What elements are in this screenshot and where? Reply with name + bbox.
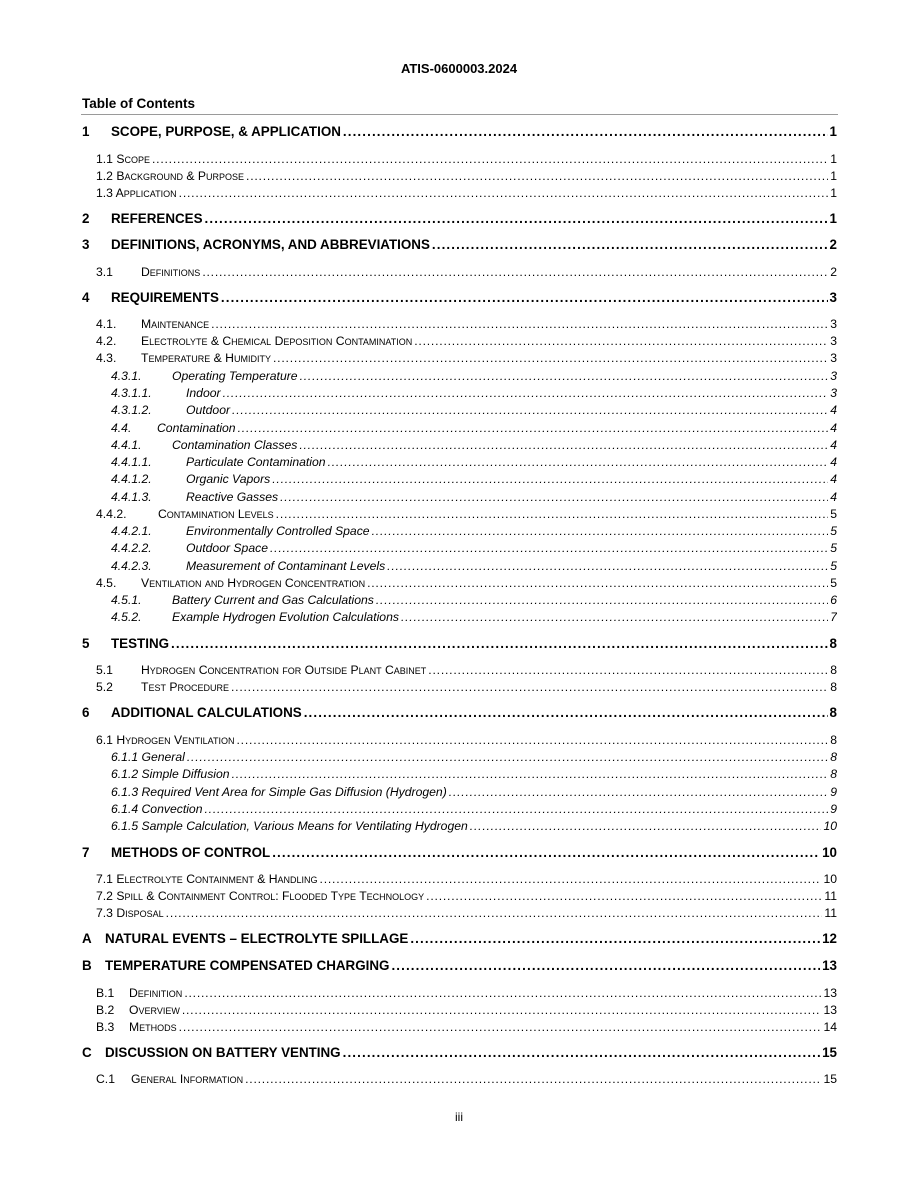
toc-entry-page: 3 [830,317,837,331]
toc-entry-title: 1.3 Application [96,186,177,200]
toc-entry-number: 4.4.1.2. [111,472,152,486]
toc-entry-number: 4.4.2. [96,507,127,521]
toc-entry[interactable] [111,368,837,384]
dot-leader [237,732,829,748]
toc-entry-title: Maintenance [141,317,210,331]
toc-entry-page: 4 [830,438,837,452]
toc-entry-page: 8 [830,750,837,764]
toc-entry[interactable] [111,420,837,436]
toc-entry-title: Battery Current and Gas Calculations [172,593,374,607]
toc-entry-title: NATURAL EVENTS – ELECTROLYTE SPILLAGE [105,931,409,946]
dot-leader [221,290,828,306]
toc-entry-title: DISCUSSION ON BATTERY VENTING [105,1045,341,1060]
toc-entry[interactable] [96,316,837,332]
toc-entry[interactable] [96,1019,837,1035]
toc-entry-title: Measurement of Contaminant Levels [186,559,386,573]
dot-leader [428,662,828,678]
toc-entry-page: 1 [830,186,837,200]
toc-entry[interactable] [82,211,837,227]
toc-entry[interactable] [96,333,837,349]
toc-entry[interactable] [96,662,837,678]
dot-leader [232,402,828,418]
dot-leader [470,818,822,834]
toc-entry-page: 8 [829,705,837,720]
toc-entry-number: 4.5.1. [111,593,142,607]
toc-entry-page: 3 [830,369,837,383]
toc-entry-page: 10 [823,872,837,886]
toc-entry[interactable] [111,471,837,487]
toc-entry-title: Methods [129,1020,177,1034]
toc-entry-page: 1 [830,152,837,166]
toc-entry-title: Hydrogen Concentration for Outside Plant Cabinet [141,663,427,677]
dot-leader [272,471,828,487]
toc-entry[interactable] [82,958,837,974]
dot-leader [245,1071,821,1087]
toc-entry-number: 5.2 [96,680,113,694]
toc-entry-title: Indoor [186,386,221,400]
dot-leader [387,558,828,574]
toc-entry-number: 4.3.1. [111,369,142,383]
toc-entry[interactable] [111,385,837,401]
toc-entry-title: SCOPE, PURPOSE, & APPLICATION [111,124,341,139]
dot-leader [179,185,829,201]
dot-leader [343,1045,820,1061]
toc-entry-page: 5 [830,524,837,538]
toc-entry-title: Outdoor [186,403,231,417]
dot-leader [182,1002,822,1018]
dot-leader [171,636,828,652]
toc-entry-number: 3 [82,237,90,252]
dot-leader [320,871,822,887]
toc-entry[interactable] [96,575,837,591]
toc-entry-page: 13 [823,986,837,1000]
toc-entry[interactable] [111,592,837,608]
toc-entry-title: 7.3 Disposal [96,906,164,920]
dot-leader [304,705,828,721]
toc-entry[interactable] [111,766,837,782]
toc-entry-number: 7 [82,845,90,860]
toc-entry-page: 3 [830,386,837,400]
toc-entry-page: 5 [830,507,837,521]
dot-leader [166,905,823,921]
toc-entry-title: DEFINITIONS, ACRONYMS, AND ABBREVIATIONS [111,237,430,252]
toc-entry-page: 3 [830,334,837,348]
dot-leader [391,958,820,974]
dot-leader [426,888,822,904]
toc-entry[interactable] [111,402,837,418]
toc-entry-title: 6.1.1 General [111,750,185,764]
toc-entry-page: 1 [830,169,837,183]
toc-entry[interactable] [96,506,837,522]
dot-leader [328,454,829,470]
toc-entry[interactable] [96,185,837,201]
toc-entry-number: B.1 [96,986,115,1000]
toc-entry-page: 15 [823,1072,837,1086]
toc-entry-number: 4.3.1.1. [111,386,152,400]
document-id-header: ATIS-0600003.2024 [400,61,518,76]
toc-entry-page: 1 [829,124,837,139]
toc-entry[interactable] [111,818,837,834]
toc-entry-page: 8 [830,663,837,677]
toc-entry-title: Overview [129,1003,180,1017]
toc-entry-title: Operating Temperature [172,369,298,383]
toc-entry-title: 7.2 Spill & Containment Control: Flooded Type Technology [96,889,425,903]
toc-entry[interactable] [111,540,837,556]
dot-leader [232,766,829,782]
toc-entry[interactable] [96,168,837,184]
toc-entry-page: 5 [830,541,837,555]
toc-entry-title: Reactive Gasses [186,490,279,504]
toc-entry-title: 6.1.5 Sample Calculation, Various Means for Ventilating Hydrogen [111,819,468,833]
toc-entry[interactable] [82,237,837,253]
dot-leader [223,385,829,401]
toc-entry-title: 6.1.4 Convection [111,802,203,816]
toc-entry-number: B.3 [96,1020,115,1034]
toc-entry-title: Environmentally Controlled Space [186,524,370,538]
dot-leader [276,506,829,522]
toc-entry[interactable] [111,437,837,453]
toc-entry-title: Definition [129,986,183,1000]
toc-entry-title: Organic Vapors [186,472,271,486]
toc-entry-page: 8 [829,636,837,651]
toc-entry-page: 9 [830,785,837,799]
dot-leader [432,237,828,253]
dot-leader [449,784,828,800]
dot-leader [179,1019,822,1035]
toc-entry[interactable] [82,1045,837,1061]
toc-entry-page: 6 [830,593,837,607]
toc-entry-page: 5 [830,559,837,573]
toc-entry-page: 4 [830,490,837,504]
toc-entry-number: 4.4.2.3. [111,559,152,573]
toc-entry-number: 4.3.1.2. [111,403,152,417]
toc-entry-number: 4.4.1. [111,438,142,452]
toc-entry-title: Test Procedure [141,680,229,694]
toc-entry[interactable] [96,151,837,167]
toc-entry-number: 5 [82,636,90,651]
toc-entry-number: 1 [82,124,90,139]
toc-entry[interactable] [111,454,837,470]
dot-leader [202,264,828,280]
toc-entry[interactable] [111,801,837,817]
toc-entry-title: 6.1.2 Simple Diffusion [111,767,230,781]
toc-entry[interactable] [96,905,837,921]
toc-entry-page: 10 [823,819,837,833]
toc-entry-title: Electrolyte & Chemical Deposition Contamination [141,334,413,348]
toc-entry-title: Contamination Levels [158,507,274,521]
toc-entry-title: Ventilation and Hydrogen Concentration [141,576,366,590]
toc-entry-page: 4 [830,455,837,469]
toc-entry[interactable] [82,845,837,861]
toc-entry-page: 14 [823,1020,837,1034]
toc-entry-page: 2 [830,265,837,279]
toc-entry[interactable] [82,290,837,306]
dot-leader [299,437,828,453]
toc-entry-title: Contamination [157,421,236,435]
toc-entry[interactable] [96,350,837,366]
toc-entry-title: 6.1.3 Required Vent Area for Simple Gas Diffusion (Hydrogen) [111,785,447,799]
dot-leader [410,931,820,947]
toc-entry-page: 11 [824,906,837,920]
toc-entry-page: 8 [830,680,837,694]
toc-entry-page: 5 [830,576,837,590]
toc-entry-title: 7.1 Electrolyte Containment & Handling [96,872,318,886]
toc-entry-number: 4.1. [96,317,117,331]
toc-entry-title: TEMPERATURE COMPENSATED CHARGING [105,958,390,973]
dot-leader [300,368,829,384]
toc-entry-page: 8 [830,767,837,781]
toc-entry[interactable] [82,636,837,652]
toc-entry-title: Example Hydrogen Evolution Calculations [172,610,399,624]
toc-entry[interactable] [111,784,837,800]
toc-entry[interactable] [111,489,837,505]
toc-entry-number: 4.4.1.3. [111,490,152,504]
toc-entry-number: C.1 [96,1072,115,1086]
dot-leader [273,350,828,366]
toc-entry-title: Contamination Classes [172,438,298,452]
toc-entry[interactable] [111,749,837,765]
toc-entry[interactable] [96,985,837,1001]
toc-entry-number: B.2 [96,1003,115,1017]
toc-entry-page: 7 [830,610,837,624]
toc-entry-number: 4.4. [111,421,132,435]
toc-entry-number: 4 [82,290,90,305]
dot-leader [343,124,828,140]
toc-entry-title: REFERENCES [111,211,203,226]
toc-entry-number: 4.4.2.1. [111,524,152,538]
toc-entry-number: B [82,958,92,973]
toc-entry[interactable] [96,871,837,887]
dot-leader [187,749,828,765]
dot-leader [246,168,828,184]
dot-leader [204,801,828,817]
dot-leader [372,523,829,539]
toc-entry-title: TESTING [111,636,170,651]
dot-leader [270,540,828,556]
toc-entry-title: Outdoor Space [186,541,268,555]
page-number: iii [455,1110,463,1124]
toc-entry-title: METHODS OF CONTROL [111,845,271,860]
toc-entry-title: 6.1 Hydrogen Ventilation [96,733,235,747]
toc-entry-page: 11 [824,889,837,903]
toc-entry-number: 4.5.2. [111,610,142,624]
toc-entry-number: 4.4.2.2. [111,541,152,555]
dot-leader [367,575,828,591]
toc-entry-number: 4.4.1.1. [111,455,152,469]
toc-entry[interactable] [82,124,837,140]
toc-entry-number: 5.1 [96,663,113,677]
toc-entry-number: A [82,931,92,946]
dot-leader [231,679,828,695]
toc-entry-title: ADDITIONAL CALCULATIONS [111,705,302,720]
toc-entry-page: 2 [829,237,837,252]
toc-entry[interactable] [96,679,837,695]
toc-entry-number: 4.3. [96,351,117,365]
toc-entry-page: 4 [830,472,837,486]
toc-heading: Table of Contents [82,96,195,111]
dot-leader [184,985,821,1001]
toc-entry[interactable] [96,888,837,904]
toc-entry-page: 3 [830,351,837,365]
dot-leader [414,333,828,349]
dot-leader [152,151,828,167]
toc-entry-page: 10 [822,845,837,860]
toc-entry-title: Temperature & Humidity [141,351,271,365]
toc-entry-page: 13 [822,958,837,973]
toc-entry-page: 8 [830,733,837,747]
toc-entry-page: 15 [822,1045,837,1060]
dot-leader [376,592,828,608]
toc-entry-page: 1 [829,211,837,226]
toc-entry[interactable] [82,931,837,947]
toc-entry-page: 4 [830,403,837,417]
toc-entry-page: 13 [823,1003,837,1017]
toc-entry-number: 4.2. [96,334,117,348]
toc-entry-title: Definitions [141,265,201,279]
toc-entry[interactable] [111,609,837,625]
toc-entry-number: 4.5. [96,576,117,590]
dot-leader [205,211,828,227]
toc-entry[interactable] [96,1071,837,1087]
toc-entry-page: 9 [830,802,837,816]
toc-entry[interactable] [111,558,837,574]
dot-leader [238,420,829,436]
toc-entry-title: Particulate Contamination [186,455,326,469]
toc-entry-number: 2 [82,211,90,226]
dot-leader [211,316,828,332]
toc-entry[interactable] [111,523,837,539]
dot-leader [280,489,828,505]
toc-entry-page: 4 [830,421,837,435]
toc-entry-page: 3 [829,290,837,305]
toc-entry-page: 12 [822,931,837,946]
toc-entry-title: REQUIREMENTS [111,290,219,305]
toc-entry[interactable] [96,264,837,280]
toc-entry-number: 3.1 [96,265,113,279]
toc-entry-number: C [82,1045,92,1060]
dot-leader [401,609,828,625]
toc-entry-title: General Information [131,1072,244,1086]
dot-leader [272,845,820,861]
toc-entry[interactable] [82,705,837,721]
toc-entry[interactable] [96,1002,837,1018]
toc-entry[interactable] [96,732,837,748]
toc-entry-title: 1.2 Background & Purpose [96,169,245,183]
toc-entry-title: 1.1 Scope [96,152,150,166]
toc-entry-number: 6 [82,705,90,720]
